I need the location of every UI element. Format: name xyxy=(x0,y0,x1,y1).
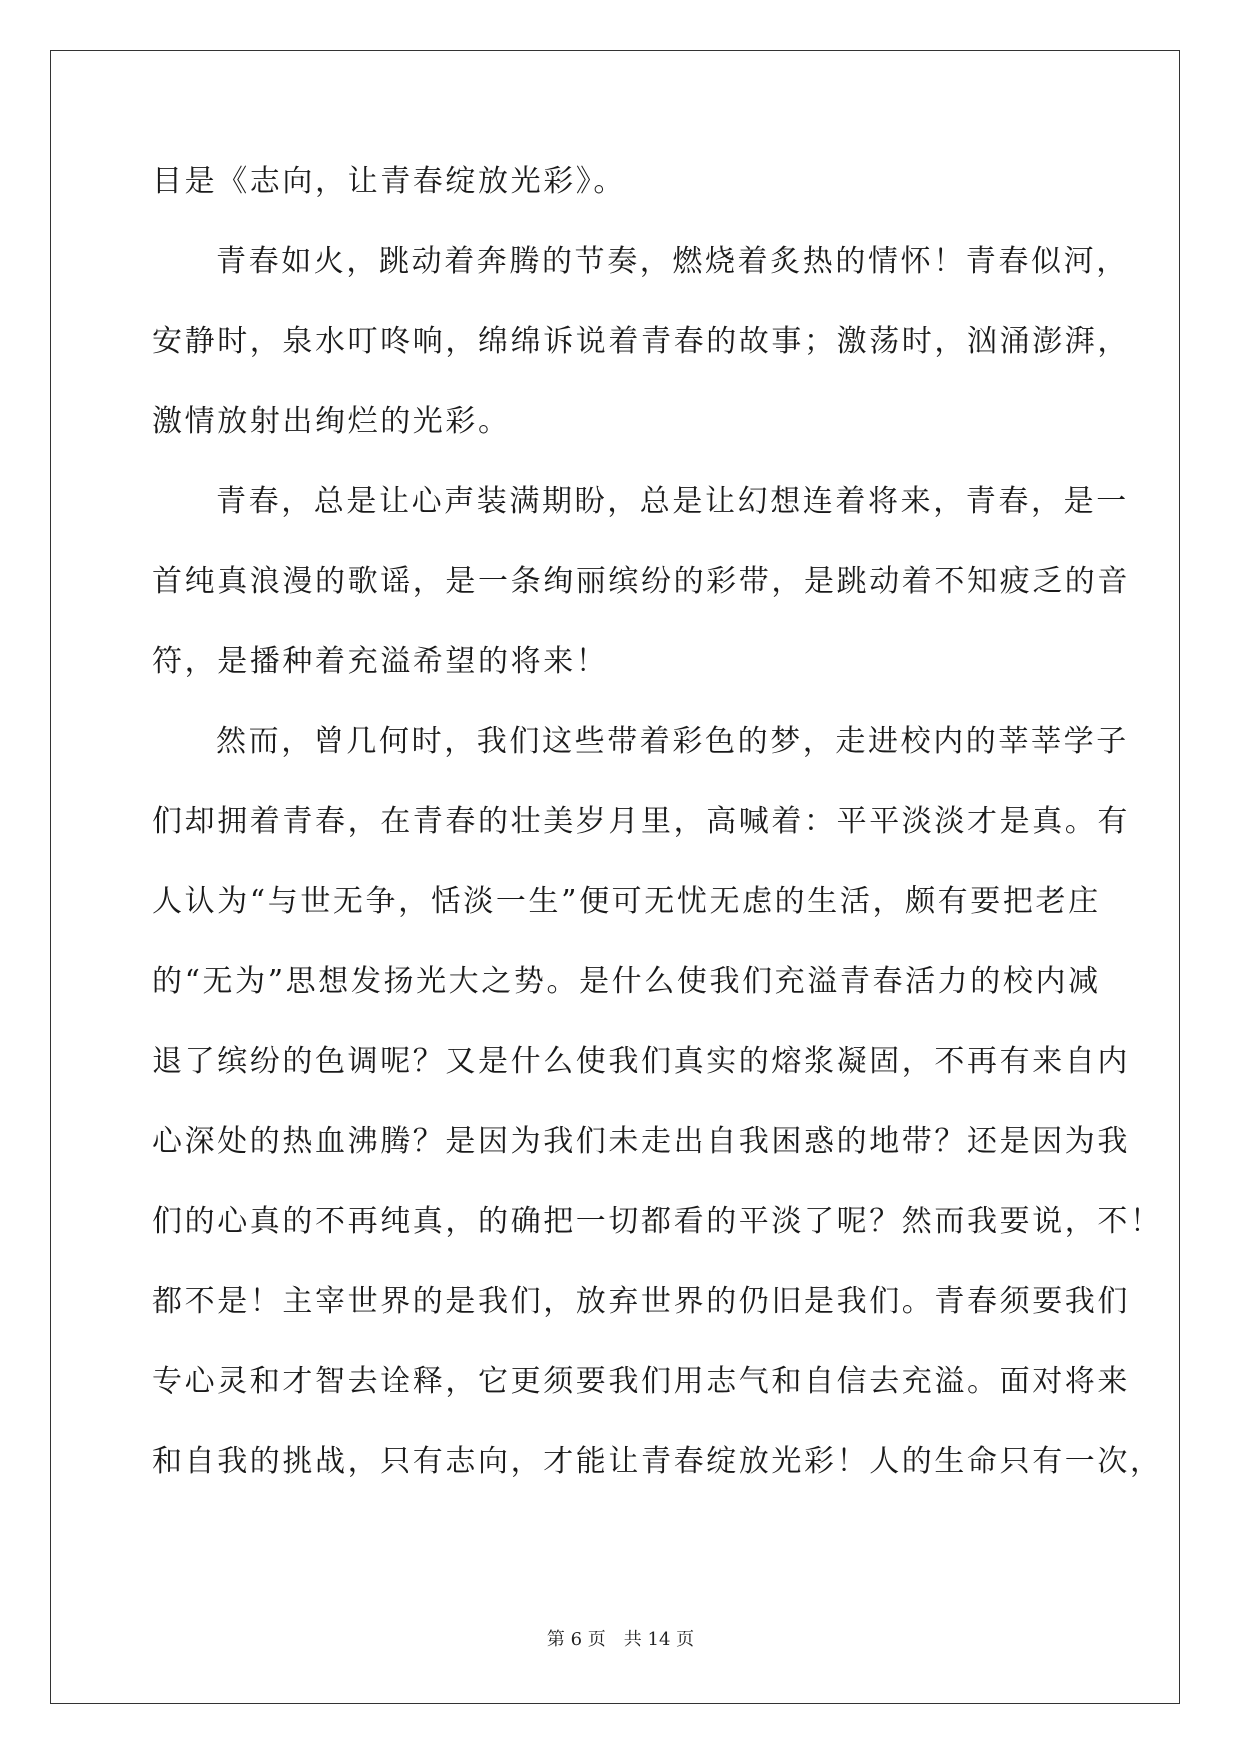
text-line: 和自我的挑战，只有志向，才能让青春绽放光彩！人的生命只有一次， xyxy=(152,1444,1163,1479)
text-line: 符，是播种着充溢希望的将来！ xyxy=(152,644,609,679)
total-pages: 共 14 页 xyxy=(623,1629,695,1650)
text-line: 专心灵和才智去诠释，它更须要我们用志气和自信去充溢。面对将来 xyxy=(152,1364,1130,1399)
text-line: 首纯真浪漫的歌谣，是一条绚丽缤纷的彩带，是跳动着不知疲乏的音 xyxy=(152,564,1130,599)
text-line: 激情放射出绚烂的光彩。 xyxy=(152,404,511,439)
text-line: 的“无为”思想发扬光大之势。是什么使我们充溢青春活力的校内减 xyxy=(152,964,1101,999)
page-number: 第 6 页 xyxy=(546,1629,606,1650)
text-line: 人认为“与世无争，恬淡一生”便可无忧无虑的生活，颇有要把老庄 xyxy=(152,884,1101,919)
text-line: 们却拥着青春，在青春的壮美岁月里，高喊着：平平淡淡才是真。有 xyxy=(152,804,1130,839)
text-line: 安静时，泉水叮咚响，绵绵诉说着青春的故事；激荡时，汹涌澎湃， xyxy=(152,324,1130,359)
text-line: 都不是！主宰世界的是我们，放弃世界的仍旧是我们。青春须要我们 xyxy=(152,1284,1130,1319)
text-line: 青春，总是让心声装满期盼，总是让幻想连着将来，青春，是一 xyxy=(216,484,1129,519)
body-text xyxy=(152,163,1163,1523)
page-footer xyxy=(0,1628,1241,1652)
text-line: 们的心真的不再纯真，的确把一切都看的平淡了呢？然而我要说，不！ xyxy=(152,1204,1163,1239)
text-line: 然而，曾几何时，我们这些带着彩色的梦，走进校内的莘莘学子 xyxy=(216,724,1129,759)
text-line: 心深处的热血沸腾？是因为我们未走出自我困惑的地带？还是因为我 xyxy=(152,1124,1130,1159)
text-line: 目是《志向，让青春绽放光彩》。 xyxy=(152,164,626,199)
text-line: 青春如火，跳动着奔腾的节奏，燃烧着炙热的情怀！青春似河， xyxy=(216,244,1129,279)
text-line: 退了缤纷的色调呢？又是什么使我们真实的熔浆凝固，不再有来自内 xyxy=(152,1044,1130,1079)
